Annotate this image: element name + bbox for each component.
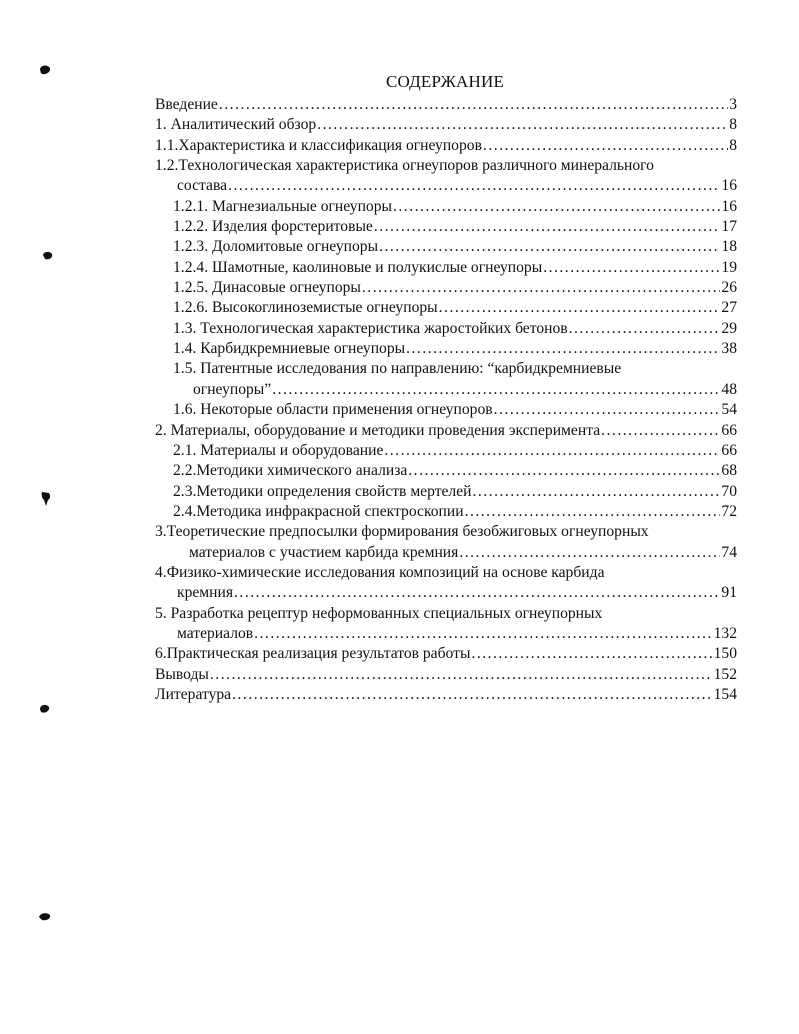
toc-entry: 6.Практическая реализация результатов работы . . . 150 <box>155 644 737 664</box>
toc-entry: Выводы . . . 152 <box>155 665 737 685</box>
toc-entry: 1.2.2. Изделия форстеритовые . . . 17 <box>155 217 737 237</box>
page-number: 3 <box>729 96 737 113</box>
toc-entry: 2.2.Методики химического анализа . . . 68 <box>155 461 737 481</box>
page-number: 68 <box>721 462 737 480</box>
toc-entry-heading-line: 1.5. Патентные исследования по направлению: “карбидкремниевые <box>173 360 622 378</box>
binder-mark-1 <box>38 64 52 76</box>
toc-entry-heading-line: 3.Теоретические предпосылки формирования безобжиговых огнеупорных <box>155 523 649 541</box>
toc-entry: Литература . . . 154 <box>155 685 737 705</box>
page-number: 26 <box>721 279 737 297</box>
page-number: 70 <box>721 482 737 500</box>
toc-entry: огнеупоры” . . . 48 <box>155 380 737 400</box>
binder-mark-4 <box>38 703 51 715</box>
page-number: 152 <box>713 665 737 683</box>
toc-entry: 2.3.Методики определения свойств мертелей . . . 70 <box>155 482 737 502</box>
toc-entry-heading-line: 4.Физико-химические исследования композиций на основе карбида <box>155 563 605 581</box>
page-number: 54 <box>721 401 737 419</box>
toc-entry: 1.3. Технологическая характеристика жаростойких бетонов . . . 29 <box>155 319 737 339</box>
page-number: 48 <box>721 380 737 398</box>
page-number: 132 <box>713 624 737 642</box>
toc-title: СОДЕРЖАНИЕ <box>385 72 505 91</box>
binder-mark-3 <box>40 490 52 508</box>
page-number: 16 <box>721 197 737 215</box>
page-number: 17 <box>721 218 737 236</box>
page-number: 8 <box>729 136 737 154</box>
toc-entry: 1.2.1. Магнезиальные огнеупоры . . . 16 <box>155 197 737 217</box>
page-number: 66 <box>721 421 737 439</box>
toc-entry: 1.2.4. Шамотные, каолиновые и полукислые огнеупоры . . . 19 <box>155 258 737 278</box>
page-number: 91 <box>721 584 737 602</box>
toc-entry: материалов . . . 132 <box>155 624 737 644</box>
toc-entry: 1.2.3. Доломитовые огнеупоры . . . 18 <box>155 237 737 257</box>
page-number: 8 <box>729 116 737 134</box>
page-number: 29 <box>721 319 737 337</box>
toc-entry-heading-line: 5. Разработка рецептур неформованных специальных огнеупорных <box>155 604 603 622</box>
binder-mark-2 <box>42 250 54 261</box>
page-number: 38 <box>721 340 737 358</box>
toc-entry: состава . . . 16 <box>155 176 737 196</box>
page-number: 16 <box>721 177 737 195</box>
page-number: 66 <box>721 441 737 459</box>
page-number: 72 <box>721 502 737 520</box>
table-of-contents <box>155 95 737 705</box>
toc-entry: кремния . . . 91 <box>155 583 737 603</box>
toc-entry: 2.4.Методика инфракрасной спектроскопии . . . 72 <box>155 502 737 522</box>
toc-entry: 1. Аналитический обзор . . . 8 <box>155 115 737 135</box>
page-number: 74 <box>721 543 737 561</box>
toc-entry: материалов с участием карбида кремния . . . 74 <box>155 543 737 563</box>
toc-entry: 2. Материалы, оборудование и методики проведения эксперимента . . . 66 <box>155 421 737 441</box>
toc-entry: 1.2.6. Высокоглиноземистые огнеупоры . . . 27 <box>155 298 737 318</box>
toc-entry-heading-line: 1.2.Технологическая характеристика огнеупоров различного минерального <box>155 157 654 175</box>
page-number: 18 <box>721 238 737 256</box>
binder-mark-5 <box>38 911 52 923</box>
toc-entry: 2.1. Материалы и оборудование . . . 66 <box>155 441 737 461</box>
toc-entry: 1.4. Карбидкремниевые огнеупоры . . . 38 <box>155 339 737 359</box>
toc-entry: 1.6. Некоторые области применения огнеупоров . . . 54 <box>155 400 737 420</box>
page-number: 150 <box>713 645 737 663</box>
toc-entry: 1.2.5. Динасовые огнеупоры . . . 26 <box>155 278 737 298</box>
toc-entry: 1.1.Характеристика и классификация огнеупоров . . . 8 <box>155 136 737 156</box>
page-number: 19 <box>721 258 737 276</box>
page-number: 154 <box>713 685 737 703</box>
toc-entry: Введение . . . 3 <box>155 95 737 115</box>
page-number: 27 <box>721 299 737 317</box>
